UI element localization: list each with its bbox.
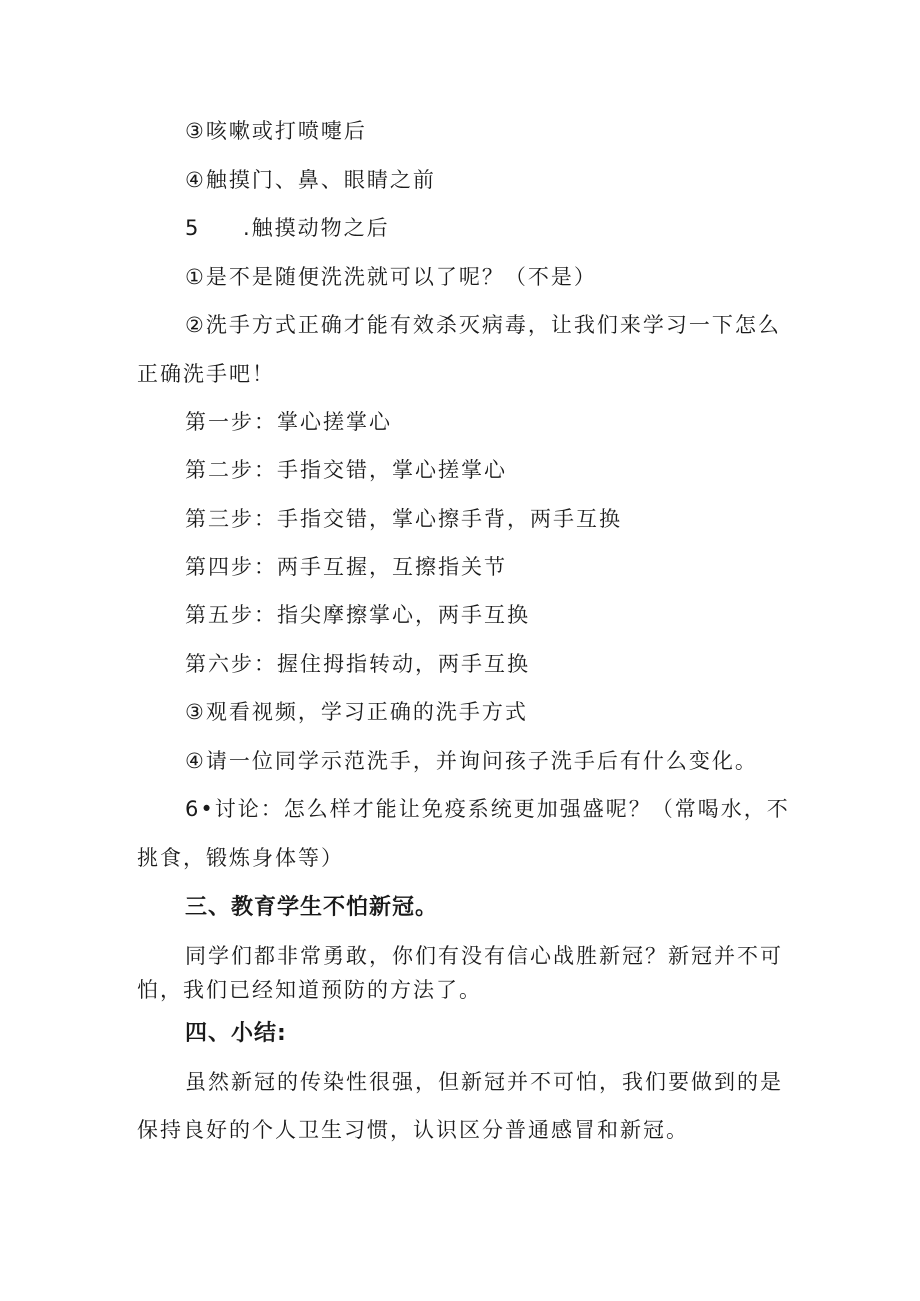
discussion-line1: 6•讨论：怎么样才能让免疫系统更加强盛呢？（常喝水，不 [185, 797, 790, 821]
summary-line1: 虽然新冠的传染性很强，但新冠并不可怕，我们要做到的是 [185, 1070, 783, 1094]
paragraph-correct-wash-line1: ②洗手方式正确才能有效杀灭病毒，让我们来学习一下怎么 [185, 313, 781, 337]
item-number: 5 [185, 216, 201, 240]
wash-step-6: 第六步：握住拇指转动，两手互换 [185, 652, 530, 676]
section-heading-4: 四、小结: [185, 1021, 287, 1046]
list-item-demonstrate: ④请一位同学示范洗手，并询问孩子洗手后有什么变化。 [185, 749, 758, 773]
list-item-animals [185, 214, 390, 242]
list-item-touch-face: ④触摸门、鼻、眼睛之前 [185, 168, 436, 192]
wash-step-5: 第五步：指尖摩擦掌心，两手互换 [185, 603, 530, 627]
list-item-cough: ③咳嗽或打喷嚏后 [185, 119, 367, 143]
section3-paragraph-line1: 同学们都非常勇敢，你们有没有信心战胜新冠？新冠并不可 [185, 944, 783, 968]
list-item-watch-video: ③观看视频，学习正确的洗手方式 [185, 700, 528, 724]
item-text: .触摸动物之后 [243, 216, 390, 240]
section-heading-3: 三、教育学生不怕新冠。 [185, 895, 439, 920]
wash-step-4: 第四步：两手互握，互擦指关节 [185, 555, 507, 579]
paragraph-correct-wash-line2: 正确洗手吧！ [137, 362, 275, 386]
question-wash-randomly: ①是不是随便洗洗就可以了呢？（不是） [185, 265, 597, 289]
wash-step-3: 第三步：手指交错，掌心擦手背，两手互换 [185, 507, 622, 531]
summary-line2: 保持良好的个人卫生习惯，认识区分普通感冒和新冠。 [137, 1118, 689, 1142]
wash-step-1: 第一步：掌心搓掌心 [185, 410, 392, 434]
wash-step-2: 第二步：手指交错，掌心搓掌心 [185, 458, 507, 482]
discussion-line2: 挑食，锻炼身体等） [137, 846, 344, 870]
section3-paragraph-line2: 怕，我们已经知道预防的方法了。 [137, 978, 482, 1002]
